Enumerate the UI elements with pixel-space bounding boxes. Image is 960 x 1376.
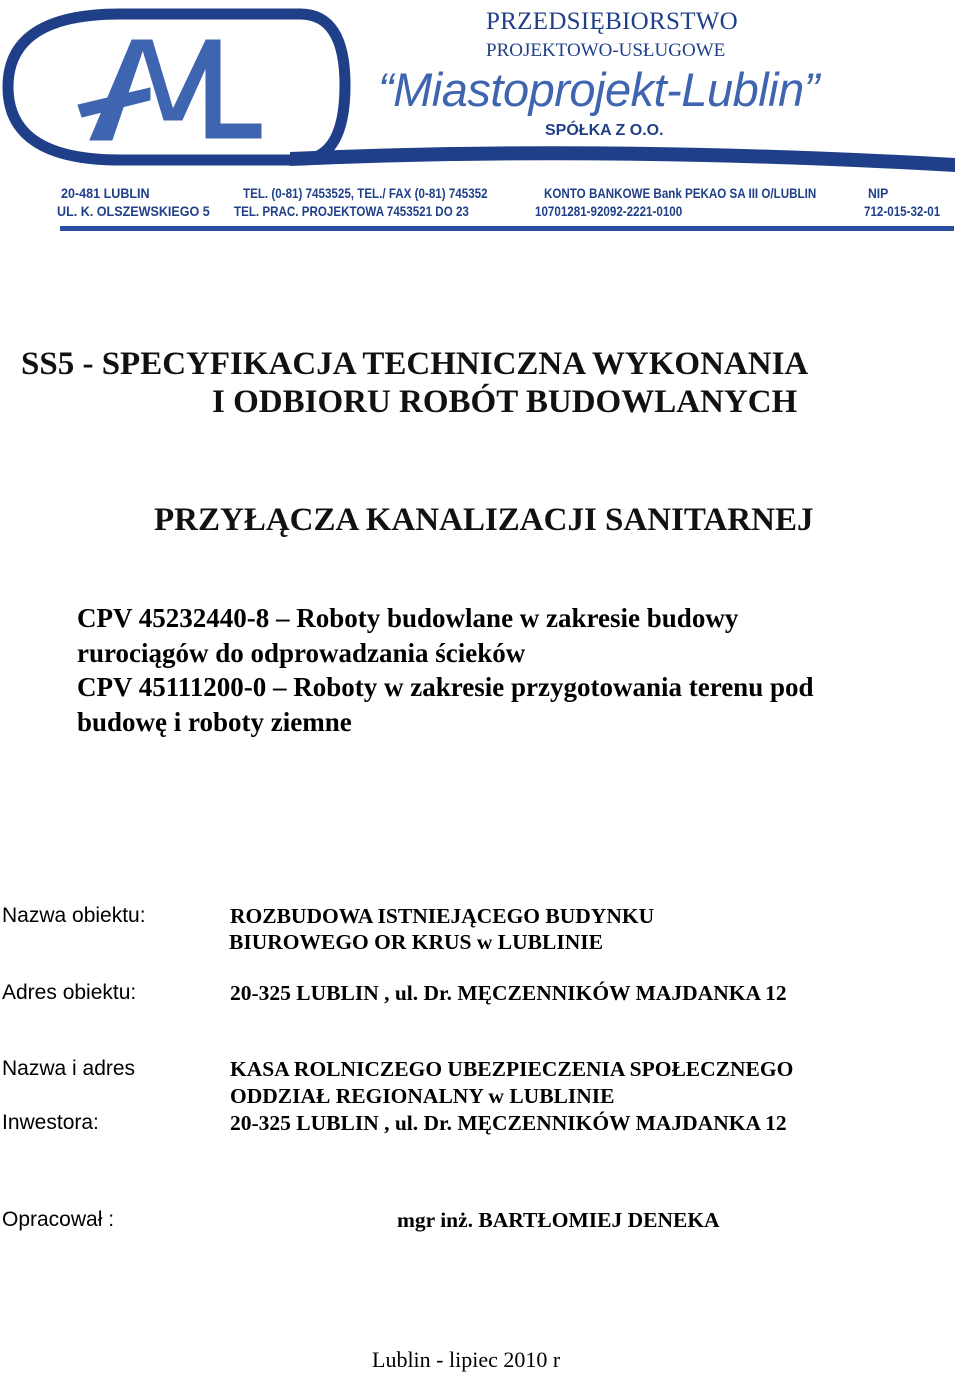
logo-swoosh — [290, 146, 955, 172]
nip-value: 712-015-32-01 — [864, 204, 941, 219]
bank-line-1: KONTO BANKOWE Bank PEKAO SA III O/LUBLIN — [544, 186, 817, 201]
prepared-by-value: mgr inż. BARTŁOMIEJ DENEKA — [397, 1208, 720, 1232]
object-name-value-2: BIUROWEGO OR KRUS w LUBLINIE — [229, 930, 603, 954]
doc-title-line-1: SS5 - SPECYFIKACJA TECHNICZNA WYKONANIA — [21, 346, 809, 382]
prepared-by-label: Opracował : — [2, 1208, 115, 1231]
company-name: “Miastoprojekt-Lublin” — [378, 63, 819, 116]
address-line-2: UL. K. OLSZEWSKIEGO 5 — [57, 204, 210, 219]
company-line-2: PROJEKTOWO-USŁUGOWE — [486, 40, 726, 61]
bank-line-2: 10701281-92092-2221-0100 — [535, 204, 683, 219]
phone-line-2: TEL. PRAC. PROJEKTOWA 7453521 DO 23 — [234, 204, 469, 219]
cpv-line-4: budowę i roboty ziemne — [77, 707, 352, 737]
object-name-label: Nazwa obiektu: — [2, 904, 146, 927]
investor-value-3: 20-325 LUBLIN , ul. Dr. MĘCZENNIKÓW MAJDANKA 12 — [230, 1111, 787, 1135]
doc-subtitle: PRZYŁĄCZA KANALIZACJI SANITARNEJ — [154, 502, 814, 538]
object-address-label: Adres obiektu: — [2, 981, 137, 1004]
cpv-line-3: CPV 45111200-0 – Roboty w zakresie przygotowania terenu pod — [77, 672, 814, 702]
cpv-line-1: CPV 45232440-8 – Roboty budowlane w zakresie budowy — [77, 603, 739, 633]
investor-label-2: Inwestora: — [2, 1111, 99, 1134]
logo-oval — [8, 14, 345, 160]
investor-value-2: ODDZIAŁ REGIONALNY w LUBLINIE — [230, 1084, 615, 1108]
object-address-value: 20-325 LUBLIN , ul. Dr. MĘCZENNIKÓW MAJDANKA 12 — [230, 981, 787, 1005]
company-legal-form: SPÓŁKA Z O.O. — [545, 122, 664, 139]
logo-letters — [78, 40, 261, 140]
doc-title-line-2: I ODBIORU ROBÓT BUDOWLANYCH — [212, 384, 798, 420]
phone-line-1: TEL. (0-81) 7453525, TEL./ FAX (0-81) 745352 — [243, 186, 488, 201]
object-name-value-1: ROZBUDOWA ISTNIEJĄCEGO BUDYNKU — [230, 904, 655, 928]
address-line-1: 20-481 LUBLIN — [61, 186, 150, 201]
nip-label: NIP — [868, 186, 889, 201]
company-line-1: PRZEDSIĘBIORSTWO — [486, 8, 739, 35]
investor-value-1: KASA ROLNICZEGO UBEZPIECZENIA SPOŁECZNEGO — [230, 1057, 794, 1081]
investor-label-1: Nazwa i adres — [2, 1057, 136, 1080]
header-divider — [60, 226, 954, 231]
cpv-line-2: rurociągów do odprowadzania ścieków — [77, 638, 526, 668]
place-and-date: Lublin - lipiec 2010 r — [372, 1347, 561, 1372]
